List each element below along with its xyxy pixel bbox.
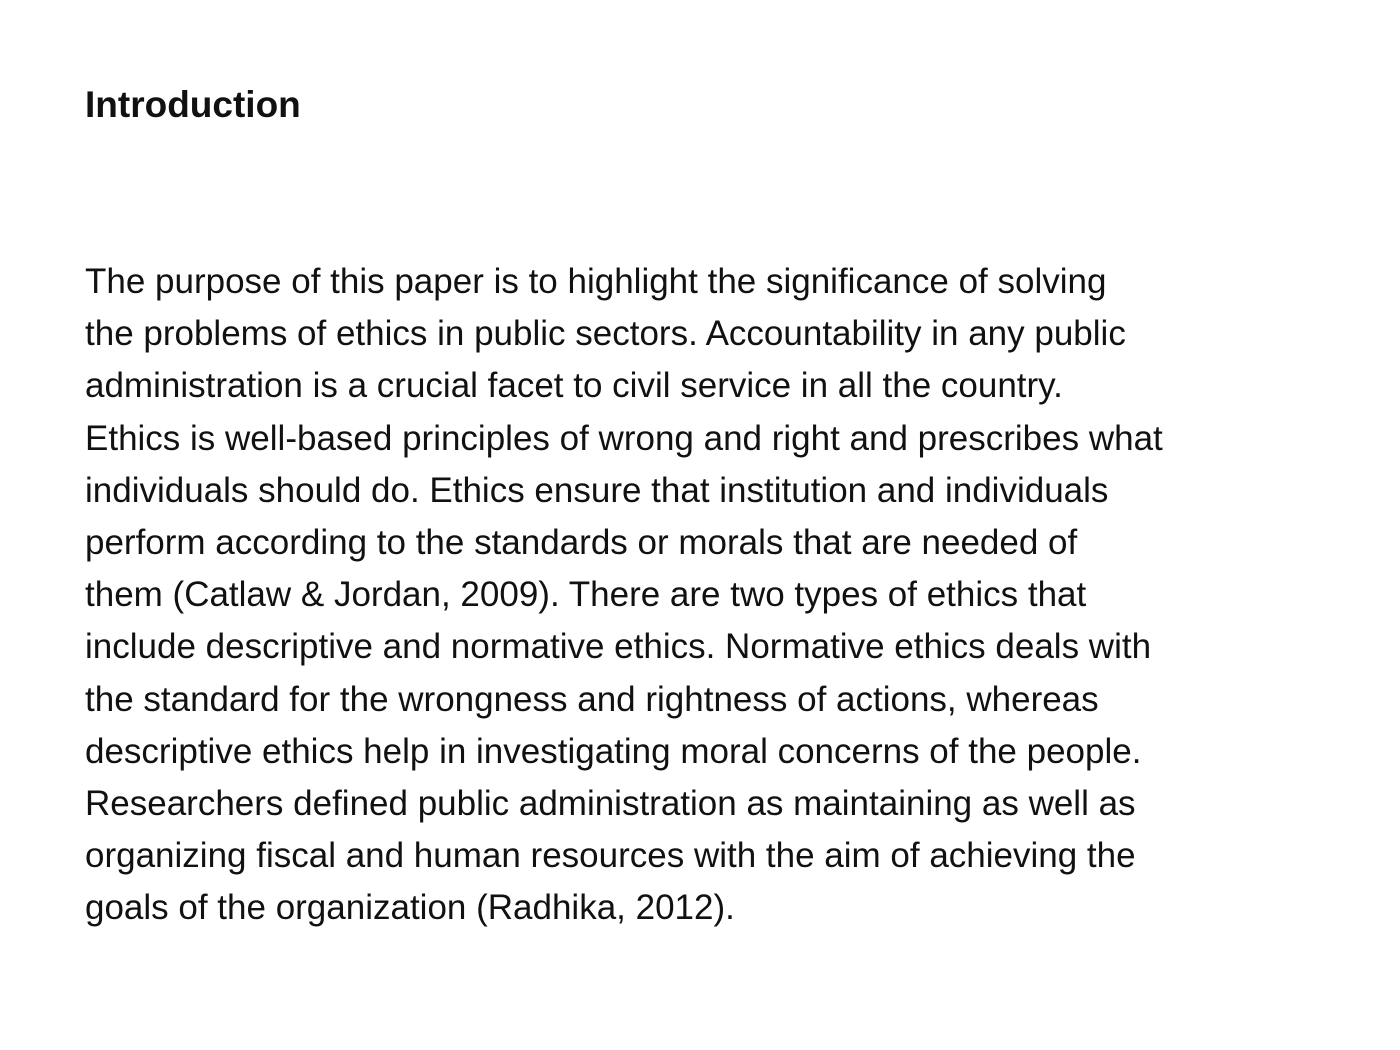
- paragraph-line: perform according to the standards or morals that are needed of: [85, 523, 1078, 563]
- paragraph-line: Researchers defined public administration as maintaining as well as: [85, 784, 1136, 824]
- paragraph-line: Ethics is well-based principles of wrong and right and prescribes what: [85, 418, 1163, 458]
- paragraph-line: organizing fiscal and human resources with the aim of achieving the: [85, 836, 1136, 876]
- paragraph-line: include descriptive and normative ethics. Normative ethics deals with: [85, 627, 1152, 667]
- body-paragraph: [85, 256, 1325, 935]
- paragraph-line: goals of the organization (Radhika, 2012).: [85, 888, 735, 928]
- paragraph-line: descriptive ethics help in investigating moral concerns of the people.: [85, 731, 1142, 771]
- paragraph-line: them (Catlaw & Jordan, 2009). There are two types of ethics that: [85, 575, 1087, 615]
- paragraph-line: The purpose of this paper is to highlight the significance of solving: [85, 262, 1107, 301]
- paragraph-line: the problems of ethics in public sectors. Accountability in any public: [85, 314, 1126, 354]
- paragraph-line: administration is a crucial facet to civil service in all the country.: [85, 366, 1063, 406]
- paragraph-line: the standard for the wrongness and rightness of actions, whereas: [85, 679, 1099, 719]
- section-heading: Introduction: [85, 84, 301, 125]
- paragraph-line: individuals should do. Ethics ensure that institution and individuals: [85, 470, 1109, 510]
